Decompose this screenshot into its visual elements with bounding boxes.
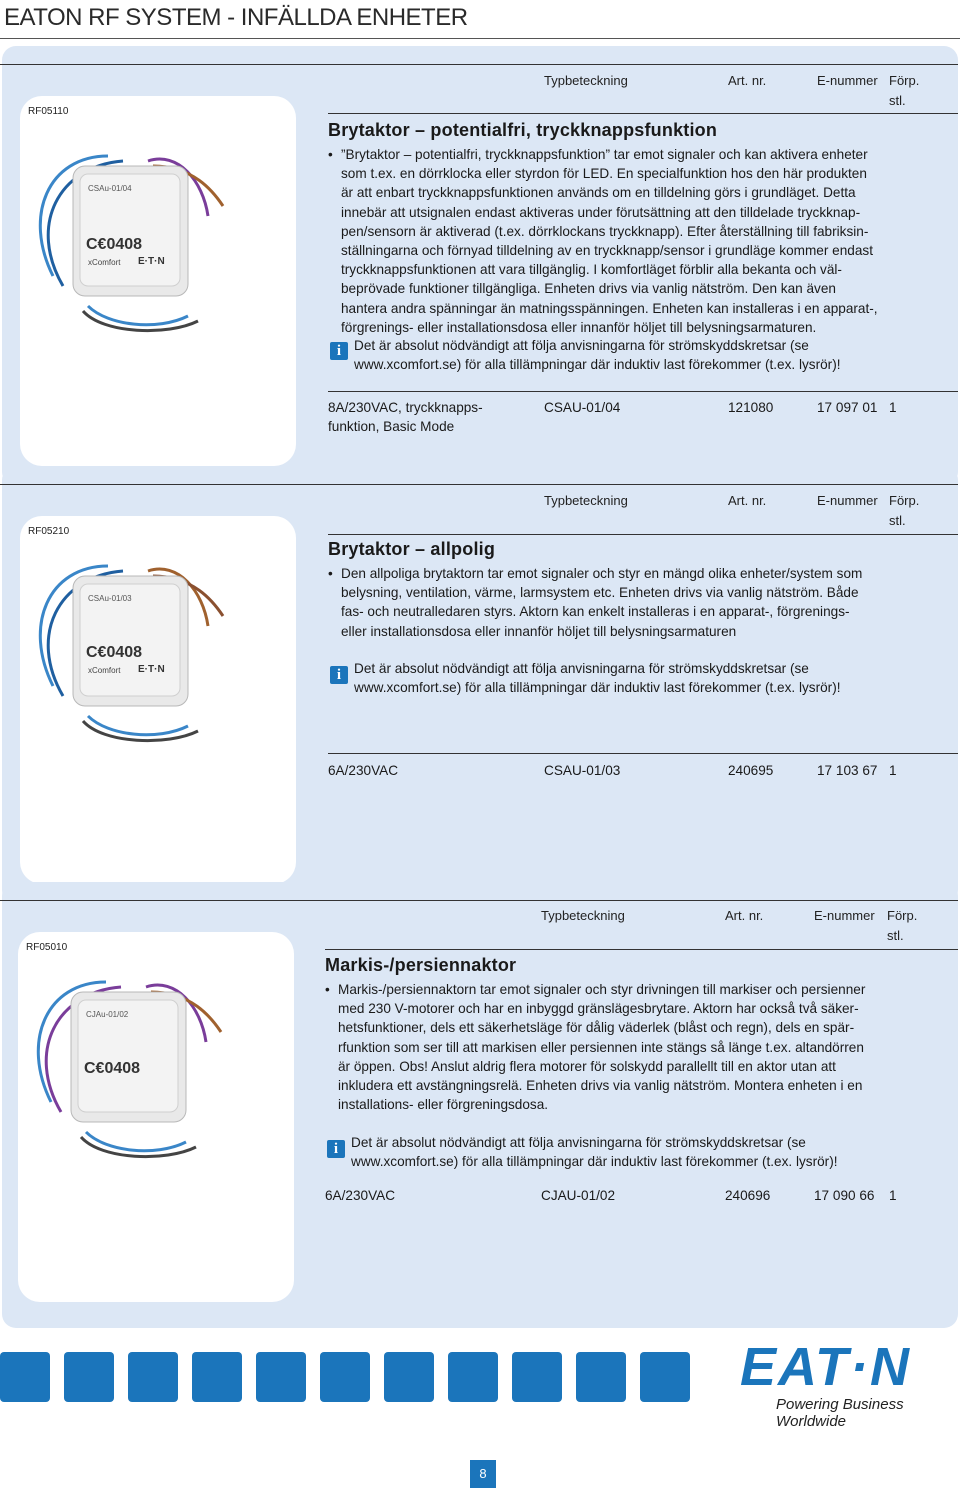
text-line: funktion, Basic Mode [328, 419, 455, 435]
bullet-dot: • [325, 982, 330, 997]
col-header-type: Typbeteckning [544, 493, 628, 508]
text-line: tryckknappsfunktionen att vara tillgänglig. I komfortläget förblir alla bekanta och väl- [341, 262, 842, 278]
row-forp: 1 [889, 400, 897, 415]
title-rule [0, 38, 960, 39]
section-title: Markis-/persiennaktor [325, 955, 517, 975]
row-forp: 1 [889, 1188, 897, 1203]
description-bullet [325, 980, 956, 1114]
text-line: hetsfunktioner, dels ett säkerhetsläge för dålig väderlek (blåst och regn), dels en spär- [338, 1020, 855, 1036]
text-line: 6A/230VAC [328, 763, 399, 778]
header-rule [328, 113, 958, 114]
row-art: 240696 [725, 1188, 771, 1203]
text-line: Det är absolut nödvändigt att följa anvisningarna för strömskyddskretsar (se [351, 1135, 806, 1150]
text-line: belysning, ventilation, värme, larmsystem etc. Enheten drivs via vanlig nätström. Både [341, 585, 859, 601]
description-bullet [328, 145, 956, 337]
text-line: är öppen. Obs! Anslut aldrig flera motorer för solskydd parallellt till en aktor utan att [338, 1058, 836, 1074]
text-line: pen/sensorn är aktiverad (t.ex. dörrklockans tryckknapp). Efter återställning till fabriksin- [341, 223, 869, 239]
text-line: ställningarna och förnyad tilldelning av en tryckknapp/sensor i grundläge kommer endast [341, 243, 873, 259]
text-line: innebär att utsignalen endast aktiveras under förutsättning att den tilldelade tryckknap- [341, 204, 861, 220]
section-title: Brytaktor – potentialfri, tryckknappsfunktion [328, 120, 718, 140]
device-model-label: CSAu-01/03 [88, 594, 132, 603]
text-line: fas- och neutralledaren styrs. Aktorn kan enkelt installeras i en apparat-, förgrenings- [341, 604, 850, 620]
row-enr: 17 097 01 [817, 400, 878, 415]
col-header-enr: E-nummer [817, 493, 878, 508]
row-description [328, 761, 528, 780]
section-title: Brytaktor – allpolig [328, 539, 496, 559]
col-header-forp: Förp. [889, 493, 920, 508]
ce-mark: C€0408 [84, 1060, 141, 1077]
row-description [325, 1186, 525, 1205]
eaton-tagline: Powering Business Worldwide [776, 1396, 904, 1430]
device-brand: xComfort [88, 666, 121, 675]
product-section-2 [2, 466, 958, 904]
bullet-dot: • [328, 147, 333, 162]
text-line: Det är absolut nödvändigt att följa anvisningarna för strömskyddskretsar (se [354, 338, 809, 353]
info-note [351, 1133, 951, 1171]
product-section-1 [2, 46, 958, 486]
product-photo-card [20, 516, 296, 884]
ce-mark: C€0408 [86, 644, 143, 661]
text-line: Markis-/persiennaktorn tar emot signaler och styr drivningen till markiser och persienner [338, 982, 866, 997]
footer-tile [192, 1352, 242, 1402]
text-line: beprövade funktioner tillgängliga. Enheten drivs via vanlig nätström. Den kan även [341, 281, 836, 297]
text-line: Den allpoliga brytaktorn tar emot signaler och styr en mängd olika enheter/system som [341, 566, 863, 581]
row-enr: 17 103 67 [817, 763, 878, 778]
row-art: 121080 [728, 400, 774, 415]
col-header-stl: stl. [889, 93, 906, 108]
product-photo-card [20, 96, 296, 466]
footer-tile [320, 1352, 370, 1402]
text-line: www.xcomfort.se) för alla tillämpningar där induktiv last förekommer (t.ex. lysrör)! [354, 680, 841, 696]
footer-tile [384, 1352, 434, 1402]
bullet-dot: • [328, 566, 333, 581]
row-type: CSAU-01/03 [544, 763, 621, 778]
footer-tile [512, 1352, 562, 1402]
device-model-label: CJAu-01/02 [86, 1010, 129, 1019]
row-rule [328, 753, 958, 754]
section-top-rule [0, 484, 958, 485]
footer-tile [576, 1352, 626, 1402]
rf-code: RF05010 [26, 942, 68, 953]
row-description [328, 398, 528, 436]
row-type: CJAU-01/02 [541, 1188, 616, 1203]
footer-tile [0, 1352, 50, 1402]
page-number: 8 [470, 1460, 496, 1488]
col-header-art: Art. nr. [725, 908, 764, 923]
product-section-3 [2, 882, 958, 1328]
row-rule [328, 391, 958, 392]
text-line: rfunktion som ser till att markisen eller persiennen inte stängs så länge t.ex. altandörren [338, 1039, 864, 1055]
device-model-label: CSAu-01/04 [88, 184, 132, 193]
header-rule [328, 534, 958, 535]
eaton-logo: EAT·N [740, 1337, 911, 1397]
footer-tile [640, 1352, 690, 1402]
text-line: ”Brytaktor – potentialfri, tryckknappsfunktion” tar emot signaler och kan aktivera enheter [341, 147, 868, 162]
section-top-rule [0, 900, 958, 901]
header-rule [325, 949, 958, 950]
text-line: installations- eller förgreningsdosa. [338, 1097, 549, 1113]
info-icon: i [330, 342, 348, 360]
col-header-forp: Förp. [889, 73, 920, 88]
text-line: www.xcomfort.se) för alla tillämpningar där induktiv last förekommer (t.ex. lysrör)! [351, 1154, 838, 1170]
footer-tile [64, 1352, 114, 1402]
col-header-enr: E-nummer [817, 73, 878, 88]
ce-mark: C€0408 [86, 236, 143, 253]
col-header-type: Typbeteckning [544, 73, 628, 88]
info-icon: i [327, 1140, 345, 1158]
rf-code: RF05110 [28, 106, 69, 117]
rf-code: RF05210 [28, 526, 70, 537]
text-line: är att enbart tryckknappsfunktionen används om en tilldelning görs i grundläget. Detta [341, 185, 856, 201]
row-forp: 1 [889, 763, 897, 778]
info-note [354, 659, 954, 697]
info-note [354, 336, 954, 374]
row-art: 240695 [728, 763, 774, 778]
device-eaton-mark: E·T·N [138, 256, 165, 267]
device-eaton-mark: E·T·N [138, 664, 165, 675]
col-header-forp: Förp. [887, 908, 918, 923]
col-header-type: Typbeteckning [541, 908, 625, 923]
col-header-art: Art. nr. [728, 493, 767, 508]
text-line: 8A/230VAC, tryckknapps- [328, 400, 483, 415]
description-bullet [328, 564, 956, 641]
text-line: inkludera ett avstängningsrelä. Enheten drivs via vanlig nätström. Montera enheten i en [338, 1078, 863, 1094]
footer-tile [256, 1352, 306, 1402]
text-line: förgrenings- eller installationsdosa eller innanför höljet till belysningsarmaturen. [341, 319, 817, 335]
footer-tile [448, 1352, 498, 1402]
product-photo-card [18, 932, 294, 1302]
row-type: CSAU-01/04 [544, 400, 621, 415]
section-top-rule [0, 64, 958, 65]
info-icon: i [330, 666, 348, 684]
page-title: EATON RF SYSTEM - INFÄLLDA ENHETER [4, 4, 468, 31]
col-header-art: Art. nr. [728, 73, 767, 88]
text-line: www.xcomfort.se) för alla tillämpningar där induktiv last förekommer (t.ex. lysrör)! [354, 357, 841, 373]
col-header-stl: stl. [889, 513, 906, 528]
col-header-enr: E-nummer [814, 908, 875, 923]
col-header-stl: stl. [887, 928, 904, 943]
text-line: 6A/230VAC [325, 1188, 396, 1203]
text-line: hantera andra spänningar än matningsspänningen. Enheten kan installeras i en apparat-, [341, 300, 878, 316]
row-enr: 17 090 66 [814, 1188, 875, 1203]
text-line: med 230 V-motorer och har en inbyggd gränslägesbrytare. Aktorn har också två säker- [338, 1001, 859, 1017]
footer-tile [128, 1352, 178, 1402]
text-line: Det är absolut nödvändigt att följa anvisningarna för strömskyddskretsar (se [354, 661, 809, 676]
device-brand: xComfort [88, 258, 121, 267]
text-line: som t.ex. en dörrklocka eller styrdon för LED. En specialfunktion hos den här produkten [341, 166, 867, 182]
text-line: eller installationsdosa eller innanför höljet till belysningsarmaturen [341, 623, 737, 639]
